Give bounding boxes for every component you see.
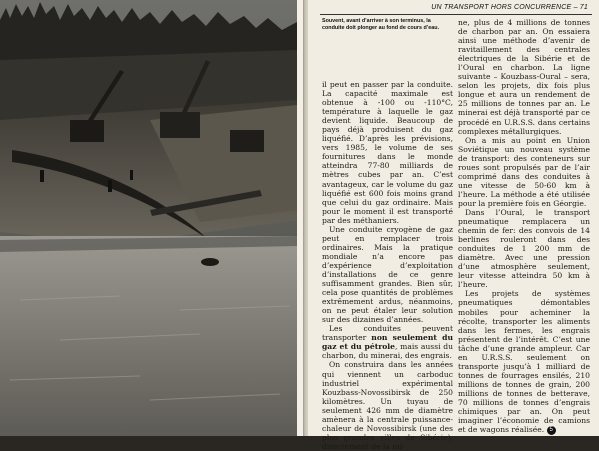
end-badge: 5 [547,426,556,435]
text-run: Les projets de systèmes pneumatiques démontables mobiles pour acheminer la récolte, transporter les aliments dans les fermes, les engrais présentent de l’intérêt. C’est une tâche d’une grande ampleur. Car en U.R.S.S. seulement on transporte jusqu’à 1 milliard de tonnes de fourrages ensilés, 210 millions de tonnes de grain, 200 millions de tonnes de betterave, 70 millions de tonnes d’engrais chimiques par an. On peut imaginer l’économie de camions et de wagons réalisée. [458,289,590,435]
header-rule [320,14,592,15]
paragraph: Une conduite cryogène de gaz peut en remplacer trois ordinaires. Mais la pratique mondiale n’a encore pas d’expérience d’exploitation d’installations de ce genre suffisamment grandes. Bien sûr, cela pose quantités de problèmes extrêmement ardus, néanmoins, on ne peut étaler leur solution sur des dizaines d’années. [322,224,453,325]
text-column-1 [322,80,453,451]
bold-phrase: non seulement du gaz et du pétrole [322,333,454,352]
paragraph: On construira dans les années qui viennent un carboduc industriel expérimental Kouzbass-Novossibirsk de 250 kilomètres. Un tuyau de seulement 426 mm de diamètre amènera à la centrale puissance-chaleur de Novossibirsk (une des plus grandes villes de Sibérie), directement de la mi- [322,360,453,451]
text-run: , mais aussi du charbon, du minerai, des engrais. [322,342,453,361]
text-column-2 [458,18,590,435]
paragraph [322,324,453,360]
text-run: Les conduites peuvent transporter [322,324,453,343]
paragraph: ne, plus de 4 millions de tonnes de charbon par an. On essaiera ainsi une méthode d’avenir de ravitaillement des centrales électriques de la Sibérie et de l’Oural en charbon. La ligne suivante – Kouzbass-Oural – sera, selon les projets, dix fois plus longue et aura un rendement de 25 millions de tonnes par an. Le minerai est déjà transporté par ce procédé en U.R.S.S. dans certains complexes métallurgiques. [458,18,590,136]
photo-caption: Souvent, avant d’arriver à son terminus, la conduite doit plonger au fond de cours d’eau. [322,18,440,31]
paragraph [458,289,590,434]
paragraph: il peut en passer par la conduite. La capacité maximale est obtenue à -100 ou -110°C, température à laquelle le gaz devient liquide. Beaucoup de pays déjà produisent du gaz liquéfié. D’après les prévisions, vers 1985, le volume de ses fournitures dans le monde atteindra 77-80 milliards de mètres cubes par an. C’est avantageux, car le volume du gaz liquéfié est 600 fois moins grand que celui du gaz ordinaire. Mais pour le moment il est transporté par des méthaniers. [322,80,453,225]
paragraph: Dans l’Oural, le transport pneumatique remplacera un chemin de fer: des convois de 14 berlines rouleront dans des conduites de 1 200 mm de diamètre. Avec une pression d’une atmosphère seulement, leur vitesse atteindra 50 km à l’heure. [458,207,590,290]
pipeline-river-photo [0,0,297,436]
left-page [0,0,303,436]
running-head: UN TRANSPORT HORS CONCURRENCE – 71 [431,4,588,11]
paragraph: On a mis au point en Union Soviétique un nouveau système de transport: des conteneurs sur roues sont propulsés par de l’air comprimé dans des conduites à une vitesse de 50-60 km à l’heure. La méthode a été utilisée pour la première fois en Géorgie. [458,135,590,208]
